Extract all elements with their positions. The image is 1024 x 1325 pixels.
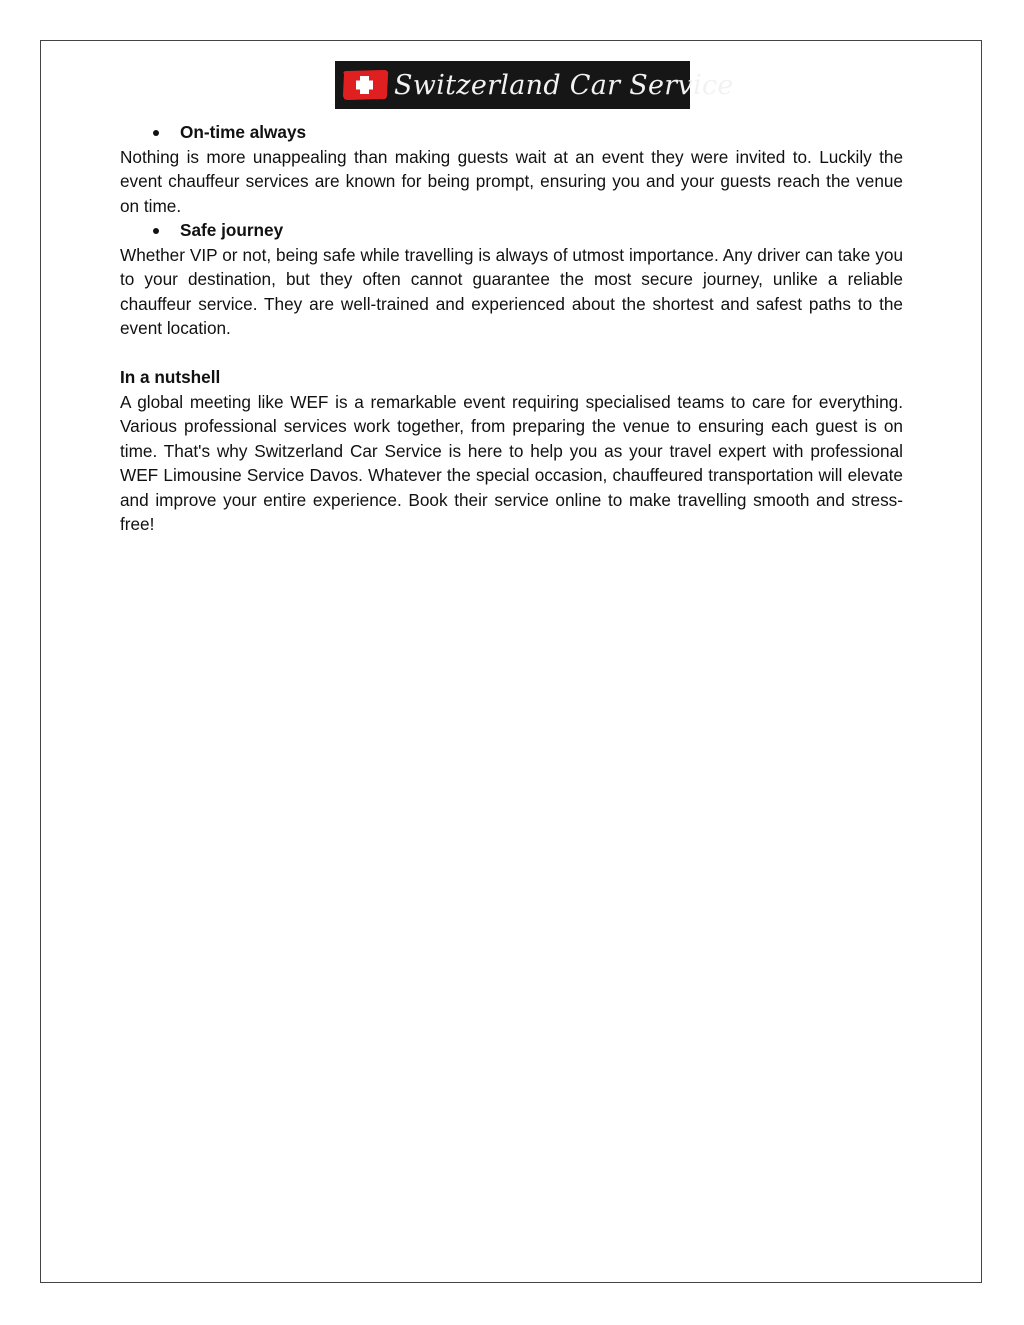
bullet-title: Safe journey bbox=[180, 220, 284, 240]
paragraph-nutshell: A global meeting like WEF is a remarkable event requiring specialised teams to care for everything. Various professional services work together, from preparing the venue to ensuring each guest is on time. That's why Switzerland Car Service is here to help you as your travel expert with professional WEF Limousine Service Davos. Whatever the special occasion, chauffeured transportation will elevate and improve your entire experience. Book their service online to make travelling smooth and stress-free! bbox=[120, 391, 903, 534]
bullet-title: On-time always bbox=[180, 122, 307, 142]
paragraph-ontime: Nothing is more unappealing than making guests wait at an event they were invited to. Luckily the event chauffeur services are known for being prompt, ensuring you and your guests reach the venue on time. bbox=[120, 146, 903, 216]
bullet-icon bbox=[153, 130, 159, 136]
swiss-flag-icon bbox=[340, 68, 390, 102]
bullet-item-ontime bbox=[120, 120, 903, 145]
bullet-item-safe bbox=[120, 218, 903, 243]
document-body bbox=[120, 120, 903, 537]
section-heading-nutshell: In a nutshell bbox=[120, 367, 221, 387]
blank-line bbox=[120, 341, 903, 366]
bullet-icon bbox=[153, 228, 159, 234]
paragraph-safe: Whether VIP or not, being safe while travelling is always of utmost importance. Any driver can take you to your destination, but they often cannot guarantee the most secure journey, unlike a reliable chauffeur service. They are well-trained and experienced about the shortest and safest paths to the event location. bbox=[120, 244, 903, 338]
company-logo bbox=[335, 61, 734, 109]
logo-text: Switzerland Car Service bbox=[394, 69, 734, 101]
